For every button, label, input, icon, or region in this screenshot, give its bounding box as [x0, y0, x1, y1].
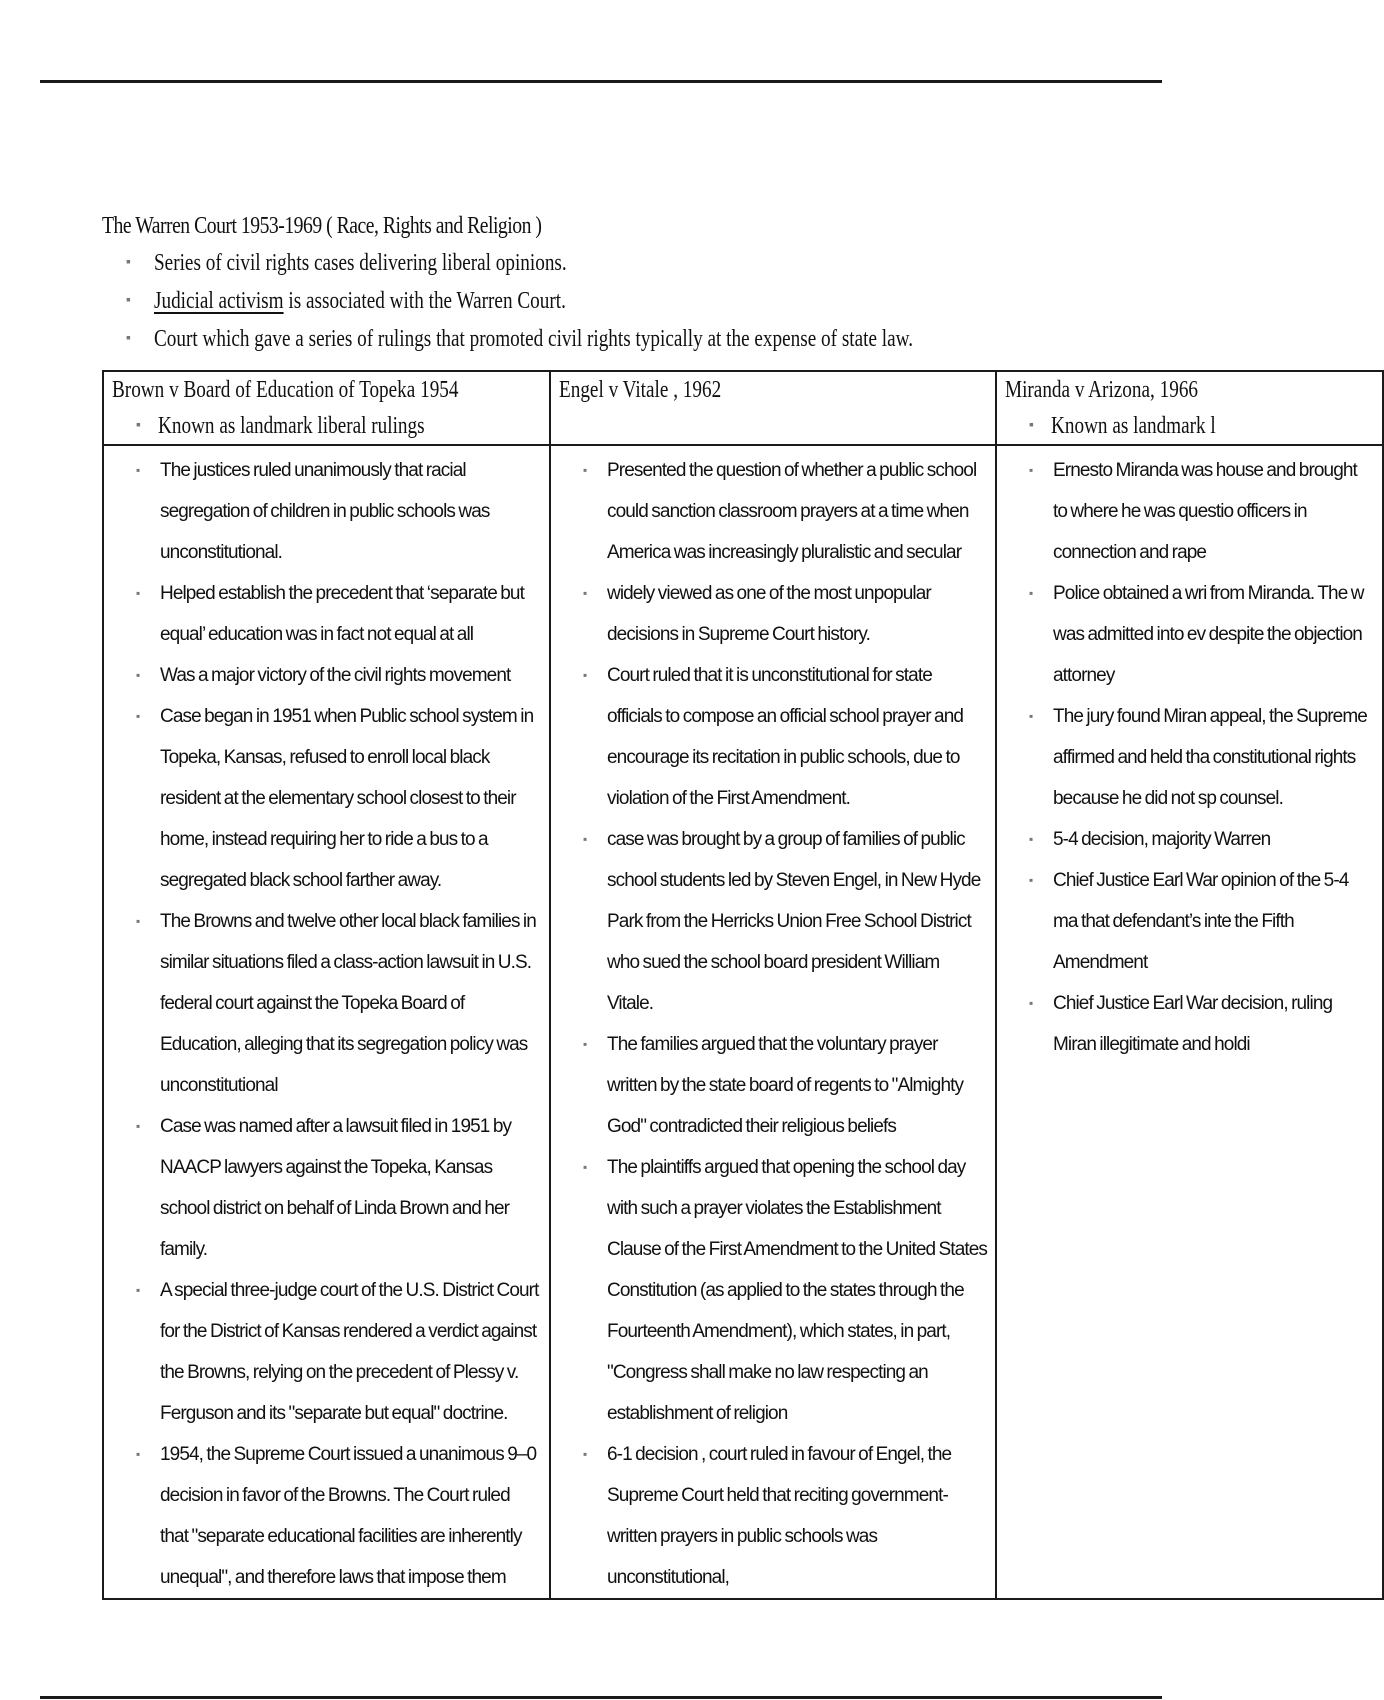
case-points-brown	[103, 445, 550, 1599]
case-point	[1005, 819, 1374, 860]
case-point-text: Chief Justice Earl War decision, ruling Miran illegitimate and holdi	[1053, 993, 1333, 1055]
table-header-row	[103, 371, 1383, 445]
points-list	[112, 450, 541, 1598]
page-title: The Warren Court 1953-1969 ( Race, Rights and Religion )	[102, 213, 542, 239]
case-point	[559, 655, 987, 819]
judicial-activism-term: Judicial activism	[154, 288, 284, 314]
bullet-icon: ▪	[1029, 996, 1033, 1010]
case-point-text: The families argued that the voluntary prayer written by the state board of regents to "Almighty God" contradicted their religious beliefs	[607, 1034, 964, 1137]
bullet-icon: ▪	[136, 668, 140, 682]
case-point	[559, 1434, 987, 1598]
case-points-miranda	[996, 445, 1383, 1599]
bullet-icon: ▪	[1029, 832, 1033, 846]
case-point-text: Case was named after a lawsuit filed in 1951 by NAACP lawyers against the Topeka, Kansas school district on behalf of Linda Brown and her family.	[160, 1116, 512, 1260]
document-body	[102, 208, 1200, 358]
case-point	[112, 1434, 541, 1598]
table-body-row	[103, 445, 1383, 1599]
case-point-text: Ernesto Miranda was house and brought to where he was questio officers in connection and rape	[1053, 460, 1357, 563]
case-point-text: 1954, the Supreme Court issued a unanimous 9–0 decision in favor of the Browns. The Court ruled that "separate educational facilities are inherently unequal", and therefore laws that impose them	[160, 1444, 537, 1588]
bullet-icon: ▪	[1029, 463, 1033, 477]
bullet-icon: ▪	[136, 1119, 140, 1133]
case-point	[112, 450, 541, 573]
case-point	[559, 1024, 987, 1147]
bullet-icon: ▪	[1029, 709, 1033, 723]
bullet-icon: ▪	[126, 255, 131, 270]
case-point	[1005, 983, 1374, 1065]
points-list	[559, 450, 987, 1598]
list-item-text: Court which gave a series of rulings that promoted civil rights typically at the expense of state law.	[154, 326, 914, 352]
bullet-icon: ▪	[583, 463, 587, 477]
list-item	[102, 244, 1200, 282]
case-point-text: The jury found Miran appeal, the Supreme affirmed and held tha constitutional rights because he did not sp counsel.	[1053, 706, 1367, 809]
bullet-icon: ▪	[583, 832, 587, 846]
case-point-text: Chief Justice Earl War opinion of the 5-4 ma that defendant’s inte the Fifth Amendment	[1053, 870, 1349, 973]
case-title: Engel v Vitale , 1962	[559, 377, 722, 403]
list-item	[102, 320, 1200, 358]
bullet-icon: ▪	[583, 1160, 587, 1174]
bullet-icon: ▪	[1029, 586, 1033, 600]
list-item-text: Series of civil rights cases delivering liberal opinions.	[154, 250, 567, 276]
case-point	[112, 573, 541, 655]
bottom-rule	[40, 1696, 1162, 1699]
case-point-text: 6-1 decision , court ruled in favour of Engel, the Supreme Court held that reciting government-written prayers in public schools was unconstitutional,	[607, 1444, 952, 1588]
case-point-text: The plaintiffs argued that opening the school day with such a prayer violates the Establishment Clause of the First Amendment to the United States Constitution (as applied to the states through the Fourteenth Amendment), which states, in part, "Congress shall make no law respecting an establishment of religion	[607, 1157, 988, 1424]
case-point	[1005, 696, 1374, 819]
bullet-icon: ▪	[136, 709, 140, 723]
intro-list	[102, 244, 1200, 358]
case-point-text: The Browns and twelve other local black families in similar situations filed a class-action lawsuit in U.S. federal court against the Topeka Board of Education, alleging that its segregation policy was unconstitutional	[160, 911, 536, 1096]
bullet-icon: ▪	[136, 586, 140, 600]
case-point-text: Police obtained a wri from Miranda. The w was admitted into ev despite the objection attorney	[1053, 583, 1364, 686]
case-point	[112, 1270, 541, 1434]
case-point	[112, 655, 541, 696]
case-point-text: Case began in 1951 when Public school system in Topeka, Kansas, refused to enroll local black resident at the elementary school closest to their home, instead requiring her to ride a bus to a segregated black school farther away.	[160, 706, 534, 891]
case-subtitle: ▪ Known as landmark liberal rulings	[112, 408, 541, 444]
case-points-engel	[550, 445, 996, 1599]
bullet-icon: ▪	[583, 1447, 587, 1461]
case-point	[112, 696, 541, 901]
case-point	[559, 573, 987, 655]
case-point-text: The justices ruled unanimously that racial segregation of children in public schools was unconstitutional.	[160, 460, 490, 563]
bullet-icon: ▪	[1029, 418, 1034, 433]
bullet-icon: ▪	[1029, 873, 1033, 887]
case-point-text: Court ruled that it is unconstitutional for state officials to compose an official school prayer and encourage its recitation in public schools, due to violation of the First Amendment.	[607, 665, 964, 809]
case-point-text: Was a major victory of the civil rights movement	[160, 665, 511, 686]
case-point-text: A special three-judge court of the U.S. District Court for the District of Kansas rendered a verdict against the Browns, relying on the precedent of Plessy v. Ferguson and its "separate but equal" doctrine.	[160, 1280, 539, 1424]
case-point-text: widely viewed as one of the most unpopular decisions in Supreme Court history.	[607, 583, 931, 645]
case-point	[1005, 573, 1374, 696]
case-point	[1005, 450, 1374, 573]
list-item-text: is associated with the Warren Court.	[283, 288, 566, 314]
case-header-brown	[103, 371, 550, 445]
case-point-text: 5-4 decision, majority Warren	[1053, 829, 1271, 850]
case-point-text: Helped establish the precedent that ‘separate but equal’ education was in fact not equal at all	[160, 583, 524, 645]
case-title: Brown v Board of Education of Topeka 1954	[112, 377, 459, 403]
bullet-icon: ▪	[136, 914, 140, 928]
case-point	[112, 1106, 541, 1270]
bullet-icon: ▪	[126, 293, 131, 308]
cases-table-container	[102, 370, 1367, 1588]
case-point	[559, 819, 987, 1024]
cases-table	[102, 370, 1384, 1600]
case-point-text: Presented the question of whether a public school could sanction classroom prayers at a time when America was increasingly pluralistic and secular	[607, 460, 977, 563]
case-point	[559, 1147, 987, 1434]
bullet-icon: ▪	[136, 1447, 140, 1461]
bullet-icon: ▪	[583, 1037, 587, 1051]
bullet-icon: ▪	[136, 463, 140, 477]
bullet-icon: ▪	[136, 1283, 140, 1297]
case-header-engel	[550, 371, 996, 445]
case-point-text: case was brought by a group of families of public school students led by Steven Engel, in New Hyde Park from the Herricks Union Free School District who sued the school board president William Vitale.	[607, 829, 981, 1014]
list-item	[102, 282, 1200, 320]
case-header-miranda	[996, 371, 1383, 445]
bullet-icon: ▪	[583, 668, 587, 682]
bullet-icon: ▪	[126, 331, 131, 346]
points-list	[1005, 450, 1374, 1065]
case-point	[1005, 860, 1374, 983]
bullet-icon: ▪	[136, 418, 141, 433]
bullet-icon: ▪	[583, 586, 587, 600]
top-rule	[40, 80, 1162, 83]
case-point	[112, 901, 541, 1106]
case-point	[559, 450, 987, 573]
case-subtitle: ▪ Known as landmark l	[1005, 408, 1374, 444]
case-title: Miranda v Arizona, 1966	[1005, 377, 1199, 403]
